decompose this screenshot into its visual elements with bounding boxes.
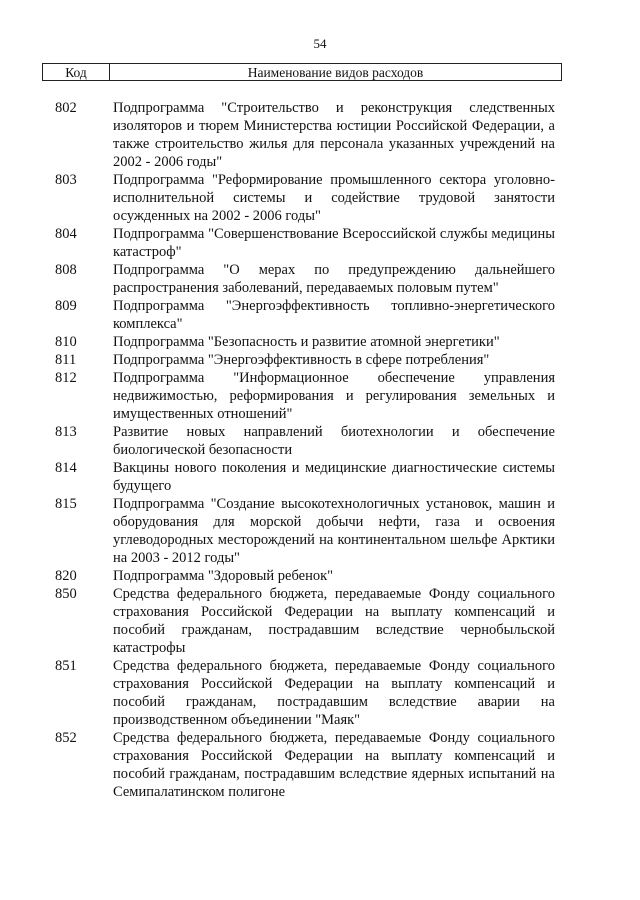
row-text: Подпрограмма "Здоровый ребенок": [113, 568, 334, 584]
row-code: 809: [55, 298, 77, 314]
row-text: Подпрограмма "Реформирование промышленного сектора уголовно-исполнительной системы и содействие трудовой занятости осужденных на 2002 - 2006 годы": [113, 172, 555, 224]
table-row: [0, 261, 640, 297]
table-row: [0, 567, 640, 585]
table-row: [0, 297, 640, 333]
expense-list: [0, 99, 640, 801]
table-row: [0, 171, 640, 225]
row-code: 850: [55, 586, 77, 602]
row-code: 812: [55, 370, 77, 386]
row-code: 802: [55, 100, 77, 116]
row-text: Подпрограмма "Создание высокотехнологичных установок, машин и оборудования для морской добычи нефти, газа и освоения углеводородных месторождений на континентальном шельфе Арктики на 2003 - 2012 годы": [113, 496, 555, 566]
table-row: [0, 495, 640, 567]
row-code: 815: [55, 496, 77, 512]
row-text: Подпрограмма "Строительство и реконструкция следственных изоляторов и тюрем Министерства юстиции Российской Федерации, а также строительство жилья для персонала указанных учреждений на 2002 - 2006 годы": [113, 100, 555, 170]
table-row: [0, 459, 640, 495]
header-code: Код: [43, 64, 110, 80]
table-row: [0, 351, 640, 369]
row-text: Подпрограмма "Информационное обеспечение управления недвижимостью, реформирования и регулирования земельных и имущественных отношений": [113, 370, 555, 422]
table-row: [0, 729, 640, 801]
row-text: Развитие новых направлений биотехнологии и обеспечение биологической безопасности: [113, 424, 555, 458]
table-row: [0, 333, 640, 351]
row-text: Средства федерального бюджета, передаваемые Фонду социального страхования Российской Федерации на выплату компенсаций и пособий гражданам, пострадавшим вследствие чернобыльской катастрофы: [113, 586, 555, 656]
table-row: [0, 225, 640, 261]
row-code: 852: [55, 730, 77, 746]
table-row: [0, 99, 640, 171]
row-text: Подпрограмма "Энергоэффективность топливно-энергетического комплекса": [113, 298, 555, 332]
row-text: Средства федерального бюджета, передаваемые Фонду социального страхования Российской Федерации на выплату компенсаций и пособий гражданам, пострадавшим вследствие аварии на производственном объединении "Маяк": [113, 658, 555, 728]
table-row: [0, 657, 640, 729]
row-text: Подпрограмма "Совершенствование Всероссийской службы медицины катастроф": [113, 226, 555, 260]
table-row: [0, 369, 640, 423]
row-code: 813: [55, 424, 77, 440]
row-text: Средства федерального бюджета, передаваемые Фонду социального страхования Российской Федерации на выплату компенсаций и пособий гражданам, пострадавшим вследствие ядерных испытаний на Семипалатинском полигоне: [113, 730, 555, 800]
row-code: 810: [55, 334, 77, 350]
row-text: Подпрограмма "Безопасность и развитие атомной энергетики": [113, 334, 500, 350]
table-row: [0, 423, 640, 459]
row-code: 851: [55, 658, 77, 674]
table-row: [0, 585, 640, 657]
row-code: 803: [55, 172, 77, 188]
row-code: 808: [55, 262, 77, 278]
row-code: 804: [55, 226, 77, 242]
table-header: [42, 63, 562, 81]
row-text: Подпрограмма "О мерах по предупреждению дальнейшего распространения заболеваний, передаваемых половым путем": [113, 262, 555, 296]
row-code: 811: [55, 352, 77, 368]
row-text: Подпрограмма "Энергоэффективность в сфере потребления": [113, 352, 490, 368]
header-name: Наименование видов расходов: [247, 65, 424, 80]
page-number: 54: [313, 36, 327, 51]
row-text: Вакцины нового поколения и медицинские диагностические системы будущего: [113, 460, 555, 494]
row-code: 814: [55, 460, 77, 476]
row-code: 820: [55, 568, 77, 584]
